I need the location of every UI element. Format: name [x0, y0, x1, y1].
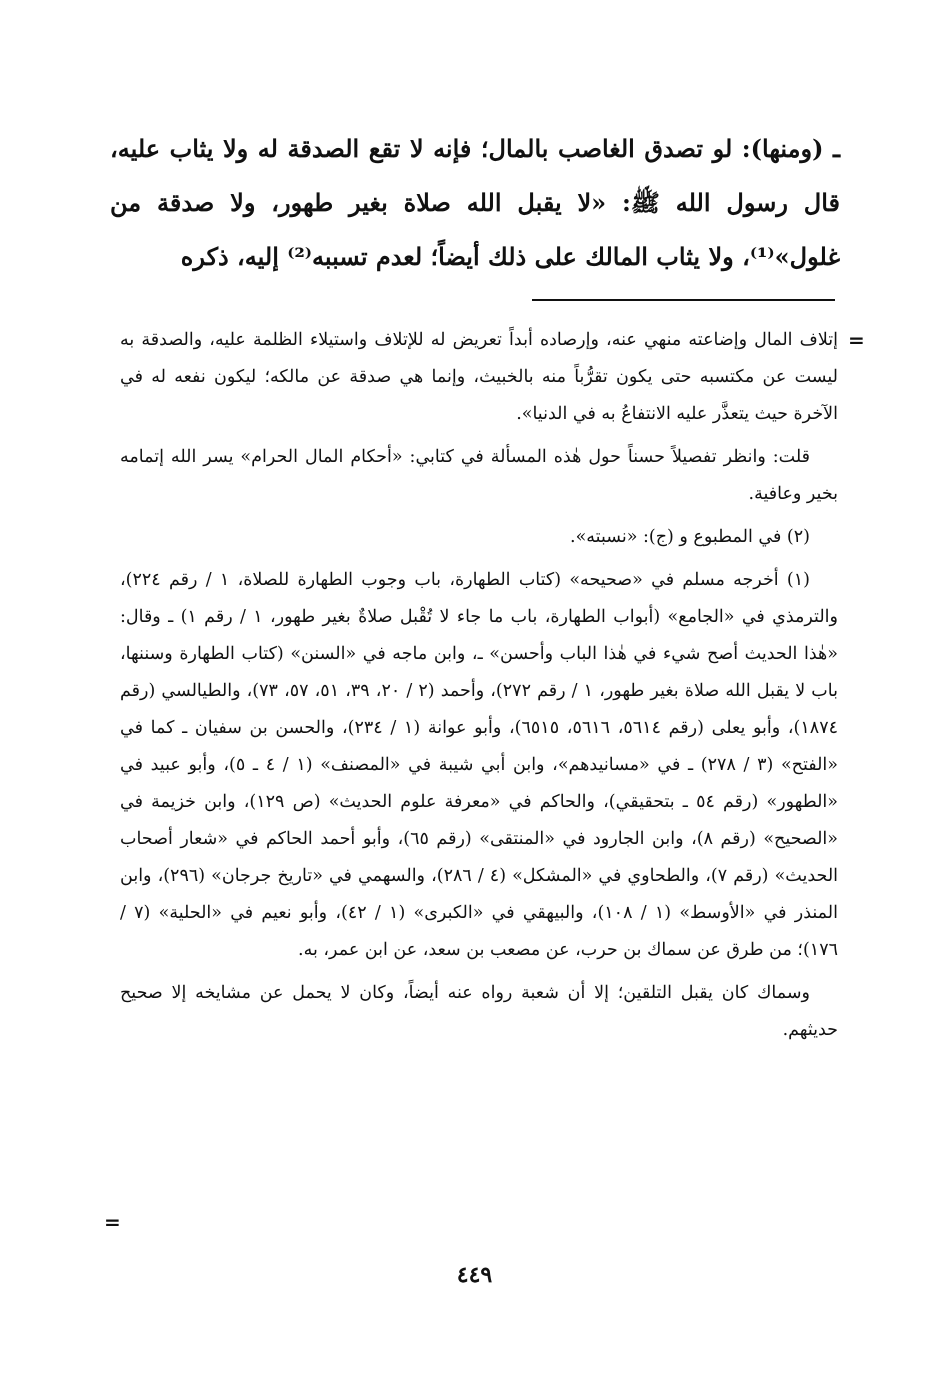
- footnote-1-continued: وسماك كان يقبل التلقين؛ إلا أن شعبة رواه عنه أيضاً، وكان لا يحمل عن مشايخه إلا صحيح حديثهم.: [120, 983, 838, 1040]
- page-number: ٤٤٩: [456, 1262, 493, 1288]
- main-text-block: [110, 122, 840, 284]
- footnote-editor-note: قلت: وانظر تفصيلاً حسناً حول هٰذه المسألة في كتابي: «أحكام المال الحرام» يسر الله إتمامه بخير وعافية.: [120, 447, 838, 504]
- footnote-1: (١) أخرجه مسلم في «صحيحه» (كتاب الطهارة، باب وجوب الطهارة للصلاة، ١ / رقم ٢٢٤)، والترمذي في «الجامع» (أبواب الطهارة، باب ما جاء لا تُقْبل صلاةٌ بغير طهور، ١ / رقم ١) ـ وقال: «هٰذا الحديث أصح شيء في هٰذا الباب وأحسن» ـ، وابن ماجه في «السنن» (كتاب الطهارة وسننها، باب لا يقبل الله صلاة بغير طهور، ١ / رقم ٢٧٢)، وأحمد (٢ / ٢٠، ٣٩، ٥١، ٥٧، ٧٣)، والطيالسي (رقم ١٨٧٤)، وأبو يعلى (رقم ٥٦١٤، ٥٦١٦، ٦٥١٥)، وأبو عوانة (١ / ٢٣٤)، والحسن بن سفيان ـ كما في «الفتح» (٣ / ٢٧٨) ـ في «مسانيدهم»، وابن أبي شيبة في «المصنف» (١ / ٤ ـ ٥)، وأبو عبيد في «الطهور» (رقم ٥٤ ـ بتحقيقي)، والحاكم في «معرفة علوم الحديث» (ص ١٢٩)، وابن خزيمة في «الصحيح» (رقم ٨)، وابن الجارود في «المنتقى» (رقم ٦٥)، وأبو أحمد الحاكم في «شعار أصحاب الحديث» (رقم ٧)، والطحاوي في «المشكل» (٤ / ٢٨٦)، والسهمي في «تاريخ جرجان» (٢٩٦)، وابن المنذر في «الأوسط» (١ / ١٠٨)، والبيهقي في «الكبرى» (١ / ٤٢)، وأبو نعيم في «الحلية» (٧ / ١٧٦)؛ من طرق عن سماك بن حرب، عن مصعب بن سعد، عن ابن عمر، به.: [120, 570, 839, 960]
- footnote-2: (٢) في المطبوع و (ج): «نسبته».: [570, 527, 810, 547]
- continuation-mark-bottom: =: [104, 1210, 121, 1234]
- footnotes-block: [120, 322, 838, 1049]
- continuation-mark-top: =: [848, 328, 865, 352]
- main-paragraph: ـ (ومنها): لو تصدق الغاصب بالمال؛ فإنه لا تقع الصدقة له ولا يثاب عليه، قال رسول الله ﷺ: «لا يقبل الله صلاة بغير طهور، ولا صدقة من غلول»⁽¹⁾، ولا يثاب المالك على ذلك أيضاً؛ لعدم تسببه⁽²⁾ إليه، ذكره: [110, 134, 840, 271]
- footnote-separator: [532, 299, 835, 301]
- footnote-continued: إتلاف المال وإضاعته منهي عنه، وإرصاده أبداً تعريض له للإتلاف واستيلاء الظلمة عليه، والصدقة به ليست عن مكتسبه حتى يكون تقرُّباً منه بالخبيث، وإنما هي صدقة عن مالكه؛ ليكون نفعه له في الآخرة حيث يتعذَّر عليه الانتفاعُ به في الدنيا».: [120, 330, 838, 424]
